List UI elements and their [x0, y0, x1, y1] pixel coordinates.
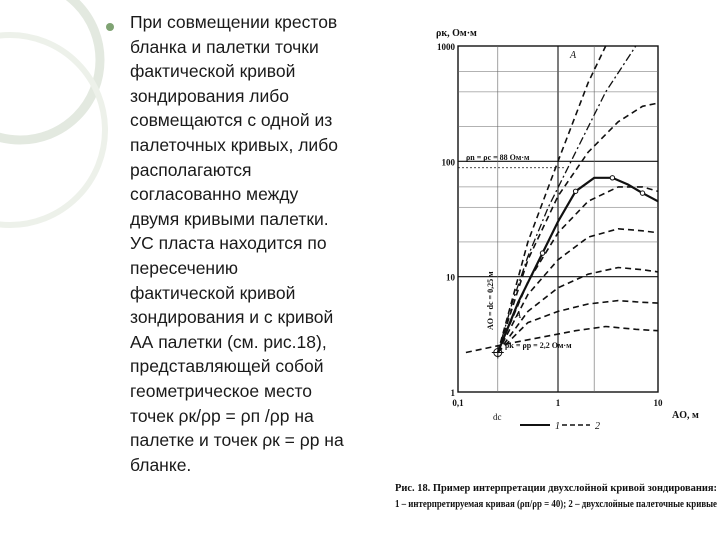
- sounding-chart: [390, 0, 720, 540]
- text-line: пересечению: [130, 257, 238, 278]
- slide-text: [130, 10, 378, 477]
- x-axis-label: AO, м: [672, 410, 699, 421]
- ao-label: AO = dc = 0,25 м: [486, 271, 495, 330]
- caption-line-1: Рис. 18. Пример интерпретации двухслойной кривой зондирования:: [395, 483, 717, 494]
- legend: [520, 421, 600, 432]
- bullet-icon: [105, 22, 115, 32]
- text-line: бланка и палетки точки: [130, 36, 319, 57]
- rho-p-label: ρк = ρр = 2,2 Ом·м: [505, 341, 572, 350]
- x-tick-label: 0,1: [452, 398, 464, 408]
- text-line: фактической кривой: [130, 282, 296, 303]
- y-tick-label: 1: [450, 388, 455, 398]
- background-decoration: [0, 0, 120, 540]
- y-tick-label: 1000: [437, 42, 455, 52]
- text-line: зондирования либо: [130, 85, 290, 106]
- dc-label: dc: [493, 412, 502, 422]
- y-tick-label: 100: [441, 157, 455, 168]
- rho-n-label: ρn = ρc = 88 Ом·м: [466, 153, 530, 162]
- data-point: [573, 189, 577, 193]
- text-line: согласованно между: [130, 184, 299, 205]
- series-line-palette: [498, 229, 658, 353]
- legend-item-2: 2: [595, 421, 600, 432]
- text-line: геометрическое место: [130, 380, 313, 401]
- data-point: [540, 251, 544, 255]
- curve-label-a-bottom: A: [515, 310, 522, 321]
- y-axis-label: ρк, Ом·м: [436, 28, 477, 39]
- data-point: [640, 191, 644, 195]
- series-line-palette: [498, 268, 658, 353]
- text-line: двумя кривыми палетки.: [130, 208, 329, 229]
- x-tick-label: 10: [653, 398, 663, 408]
- text-line: располагаются: [130, 159, 252, 180]
- data-point: [610, 176, 614, 180]
- text-line: представляющей собой: [130, 356, 324, 377]
- text-line: УС пласта находится по: [130, 233, 327, 254]
- caption-line-2: 1 – интерпретируемая кривая (ρп/ρр = 40); 2 – двухслойные палеточные кривые: [395, 499, 718, 510]
- text-line: При совмещении крестов: [130, 12, 338, 32]
- x-tick-label: 1: [555, 398, 561, 408]
- y-tick-label: 10: [446, 272, 455, 283]
- curve-label-a-top: A: [570, 50, 577, 61]
- series-line-palette: [498, 103, 658, 352]
- text-line: АА палетки (см. рис.18),: [130, 331, 327, 352]
- text-line: зондирования и с кривой: [130, 307, 334, 328]
- text-line: совмещаются с одной из: [130, 110, 333, 131]
- text-line: палеточных кривых, либо: [130, 134, 338, 155]
- text-line: палетке и точек ρк = ρр на: [130, 430, 344, 451]
- legend-item-1: 1: [555, 421, 560, 432]
- text-line: бланке.: [130, 454, 192, 475]
- text-line: фактической кривой: [130, 61, 296, 82]
- text-line: точек ρк/ρр = ρп /ρр на: [130, 405, 314, 426]
